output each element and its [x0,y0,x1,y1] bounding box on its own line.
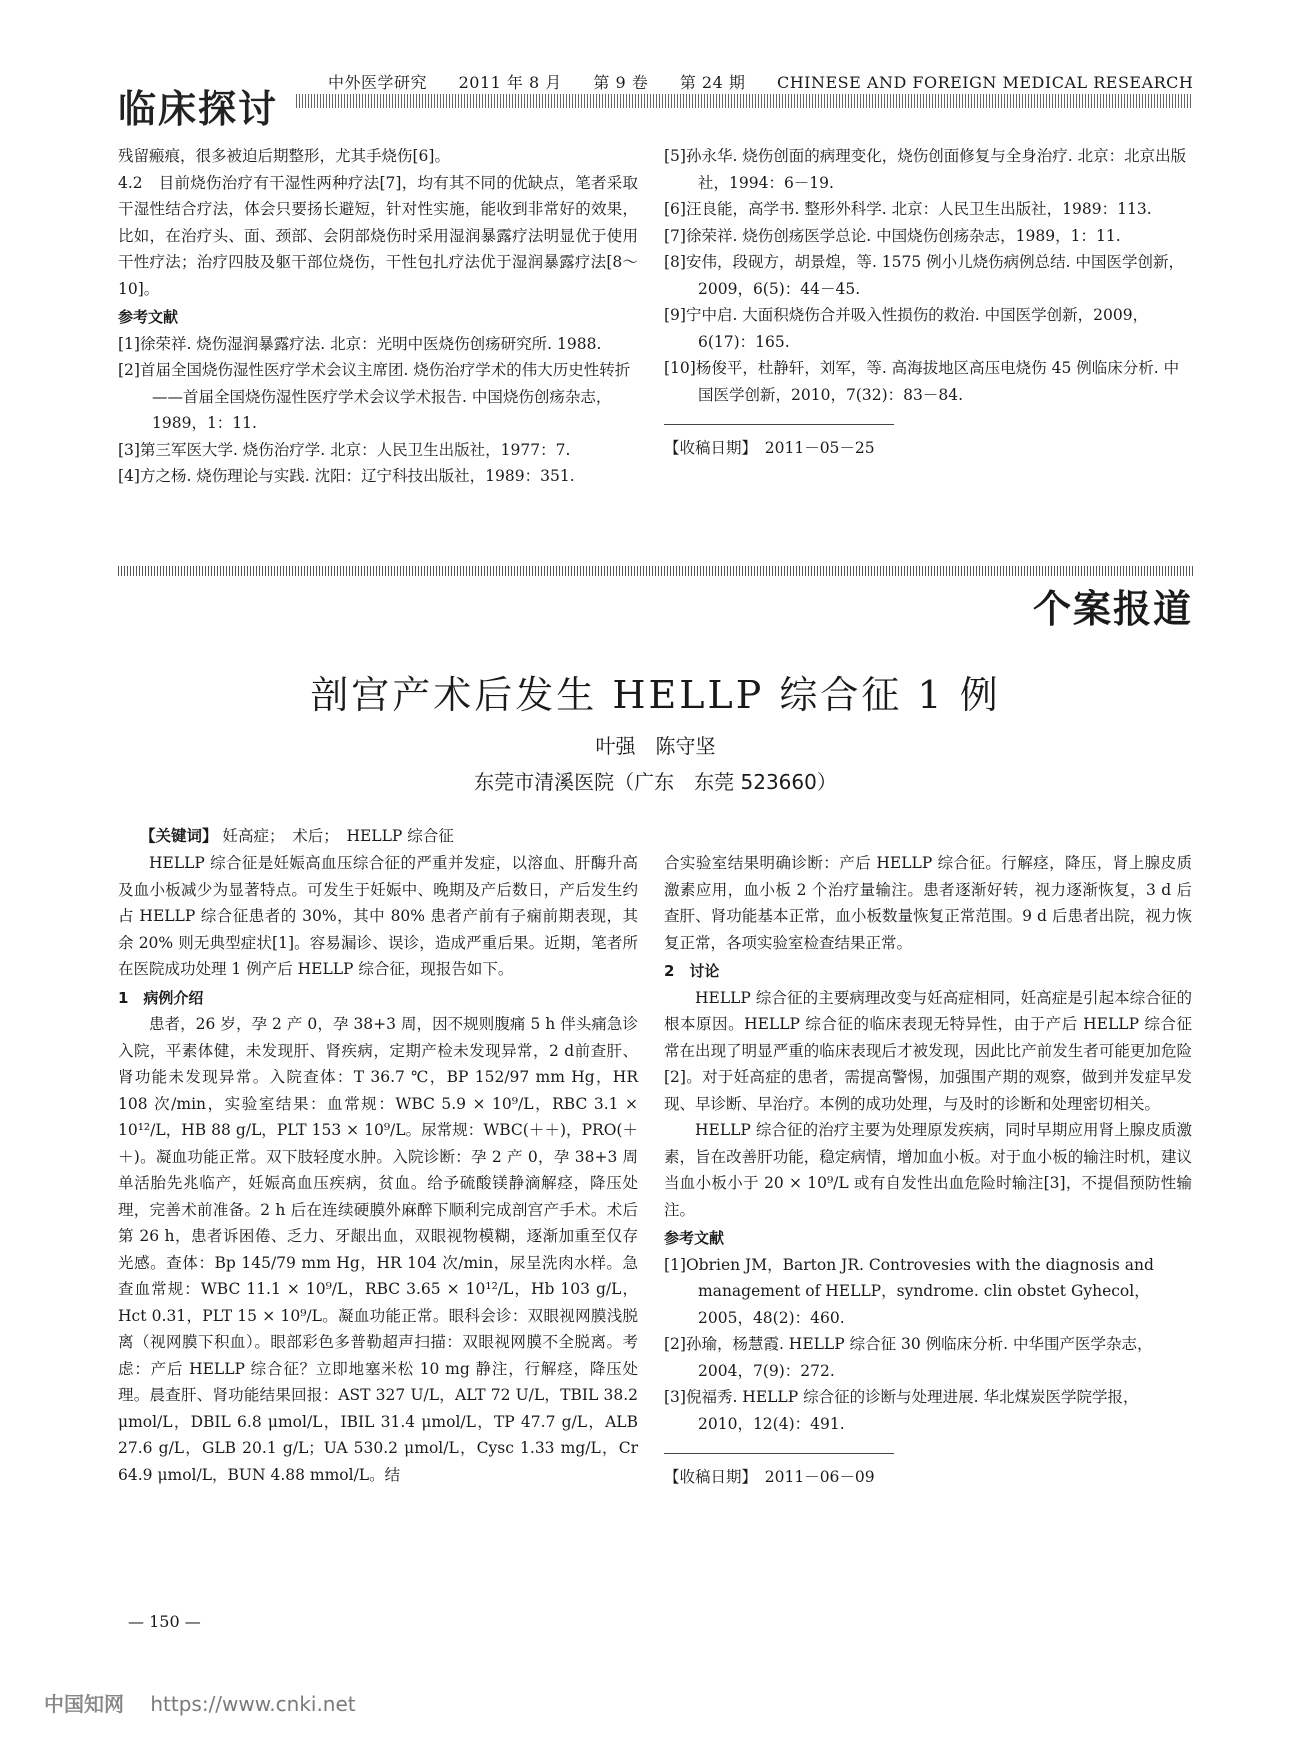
prev-paragraph: 4.2 目前烧伤治疗有干湿性两种疗法[7]，均有其不同的优缺点，笔者采取干湿性结合疗法，体会只要扬长避短，针对性实施，能收到非常好的效果，比如，在治疗头、面、颈部、会阴部烧伤时采用湿润暴露疗法明显优于使用干性疗法；治疗四肢及躯干部位烧伤，干性包扎疗法优于湿润暴露疗法[8～10]。 [118,173,638,298]
discussion-paragraph: HELLP 综合征的主要病理改变与妊高症相同，妊高症是引起本综合征的根本原因。HELLP 综合征的临床表现无特异性，由于产后 HELLP 综合征常在出现了明显严重的临床表现后才被发现，因此比产前发生者可能更加危险[2]。对于妊高症的患者，需提高警惕，加强围产期的观察，做到并发症早发现、早诊断、早治疗。本例的成功处理，与及时的诊断和处理密切相关。 [664,988,1192,1113]
journal-line [328,70,1219,93]
reference-item: [8]安伟，段砚方，胡景煌，等. 1575 例小儿烧伤病例总结. 中国医学创新，2009，6(5)：44－45. [664,253,1185,298]
prev-paragraph: 残留瘢痕，很多被迫后期整形，尤其手烧伤[6]。 [118,147,450,165]
reference-item: [7]徐荣祥. 烧伤创疡医学总论. 中国烧伤创疡杂志，1989，1：11. [664,226,1121,245]
case-paragraph: 患者，26 岁，孕 2 产 0，孕 38+3 周，因不规则腹痛 5 h 伴头痛急诊入院，平素体健，未发现肝、肾疾病，定期产检未发现异常，2 d前查肝、肾功能未发现异常。入院查体：T 36.7 ℃，BP 152/97 mm Hg，HR 108 次/min，实验室结果：血常规：WBC 5.9 × 10⁹/L，RBC 3.1 × 10¹²/L，HB 88 g/L，PLT 153 × 10⁹/L。尿常规：WBC(＋＋)，PRO(＋＋)。凝血功能正常。双下肢轻度水肿。入院诊断：孕 2 产 0，孕 38+3 周单活胎先兆临产，妊娠高血压疾病，贫血。给予硫酸镁静滴解痉，降压处理，完善术前准备。2 h 后在连续硬膜外麻醉下顺利完成剖宫产手术。术后第 26 h，患者诉困倦、乏力、牙龈出血，双眼视物模糊，逐渐加重至仅存光感。查体：Bp 145/79 mm Hg，HR 104 次/min，尿呈洗肉水样。急查血常规：WBC 11.1 × 10⁹/L，RBC 3.65 × 10¹²/L，Hb 103 g/L，Hct 0.31，PLT 15 × 10⁹/L。凝血功能正常。眼科会诊：双眼视网膜浅脱离（视网膜下积血）。眼部彩色多普勒超声扫描：双眼视网膜不全脱离。考虑：产后 HELLP 综合征？立即地塞米松 10 mg 静注，行解痉，降压处理。晨查肝、肾功能结果回报：AST 327 U/L，ALT 72 U/L，TBIL 38.2 μmol/L，DBIL 6.8 μmol/L，IBIL 31.4 μmol/L，TP 47.7 g/L，ALB 27.6 g/L，GLB 20.1 g/L；UA 530.2 μmol/L，Cysc 1.33 mg/L，Cr 64.9 μmol/L，BUN 4.88 mmol/L。结 [118,1015,638,1484]
keywords-line [140,824,454,846]
journal-name: 中外医学研究 [328,73,428,92]
section-heading: 2 讨论 [664,962,720,980]
journal-name-en: CHINESE AND FOREIGN MEDICAL RESEARCH [776,73,1194,92]
case-report-tag: 个案报道 [1032,587,1193,631]
prev-refs-heading: 参考文献 [118,308,179,326]
reference-item: [1]徐荣祥. 烧伤湿润暴露疗法. 北京：光明中医烧伤创疡研究所. 1988. [118,334,602,353]
page-number: — 150 — [128,1612,201,1631]
received-divider [664,424,894,425]
volume: 第 9 卷 [593,73,649,92]
case-continuation: 合实验室结果明确诊断：产后 HELLP 综合征。行解痉，降压，肾上腺皮质激素应用，血小板 2 个治疗量输注。患者逐渐好转，视力逐渐恢复，3 d 后查肝、肾功能基本正常，血小板数量恢复正常范围。9 d 后患者出院，视力恢复正常，各项实验室检查结果正常。 [664,854,1192,952]
cnki-logo: 中国知网 [44,1692,124,1716]
reference-item: [3]倪福秀. HELLP 综合征的诊断与处理进展. 华北煤炭医学院学报，2010，12(4)：491. [664,1388,1139,1433]
reference-item: [4]方之杨. 烧伤理论与实践. 沈阳：辽宁科技出版社，1989：351. [118,467,575,485]
discussion-paragraph: HELLP 综合征的治疗主要为处理原发疾病，同时早期应用肾上腺皮质激素，旨在改善肝功能，稳定病情，增加血小板。对于血小板的输注时机，建议当血小板小于 20 × 10⁹/L 或有自发性出血危险时输注[3]，不提倡预防性输注。 [664,1121,1192,1219]
header-hatch-rule [296,94,1193,108]
reference-item: [9]宁中启. 大面积烧伤合并吸入性损伤的救治. 中国医学创新，2009，6(17)：165. [664,306,1149,351]
section-tag: 临床探讨 [118,87,279,131]
prev-article-left-column [118,143,638,490]
issue-date: 2011 年 8 月 [458,73,562,92]
page-header [118,68,1194,131]
refs-heading: 参考文献 [664,1229,725,1247]
article-authors: 叶强 陈守坚 [595,734,716,758]
article-affiliation: 东莞市清溪医院（广东 东莞 523660） [474,770,837,794]
received-date: 【收稿日期】 2011－06－09 [664,1468,875,1486]
reference-item: [3]第三军医大学. 烧伤治疗学. 北京：人民卫生出版社，1977：7. [118,440,571,459]
article-title: 剖宫产术后发生 HELLP 综合征 1 例 [310,673,1001,717]
reference-item: [6]汪良能，高学书. 整形外科学. 北京：人民卫生出版社，1989：113. [664,200,1152,218]
issue: 第 24 期 [679,73,746,92]
reference-item: [5]孙永华. 烧伤创面的病理变化，烧伤创面修复与全身治疗. 北京：北京出版社，1994：6－19. [664,147,1187,192]
keywords: 妊高症； 术后； HELLP 综合征 [222,827,454,845]
reference-item: [10]杨俊平，杜静轩，刘军，等. 高海拔地区高压电烧伤 45 例临床分析. 中国医学创新，2010，7(32)：83－84. [664,359,1180,404]
section-divider [118,566,1193,576]
section-heading: 1 病例介绍 [118,988,204,1007]
reference-item: [2]孙瑜，杨慧霞. HELLP 综合征 30 例临床分析. 中华围产医学杂志，2004，7(9)：272. [664,1335,1153,1380]
prev-article-right-column [664,143,1192,462]
received-date: 【收稿日期】 2011－05－25 [664,439,875,457]
footer-watermark [44,1688,356,1717]
article-left-column [118,850,638,1488]
keywords-label: 【关键词】 [140,827,218,845]
intro-paragraph: HELLP 综合征是妊娠高血压综合征的严重并发症，以溶血、肝酶升高及血小板减少为显著特点。可发生于妊娠中、晚期及产后数日，产后发生约占 HELLP 综合征患者的 30%，其中 80% 患者产前有子痫前期表现，其余 20% 则无典型症状[1]。容易漏诊、误诊，造成严重后果。近期，笔者所在医院成功处理 1 例产后 HELLP 综合征，现报告如下。 [118,854,638,978]
reference-item: [1]Obrien JM，Barton JR. Controvesies with the diagnosis and management of HELLP，syndrome. clin obstet Gyhecol，2005，48(2)：460. [664,1255,1154,1327]
received-divider [664,1453,894,1454]
cnki-url[interactable]: https://www.cnki.net [150,1692,356,1716]
article-right-column [664,850,1192,1491]
reference-item: [2]首届全国烧伤湿性医疗学术会议主席团. 烧伤治疗学术的伟大历史性转折——首届全国烧伤湿性医疗学术会议学术报告. 中国烧伤创疡杂志，1989，1：11. [118,361,631,432]
